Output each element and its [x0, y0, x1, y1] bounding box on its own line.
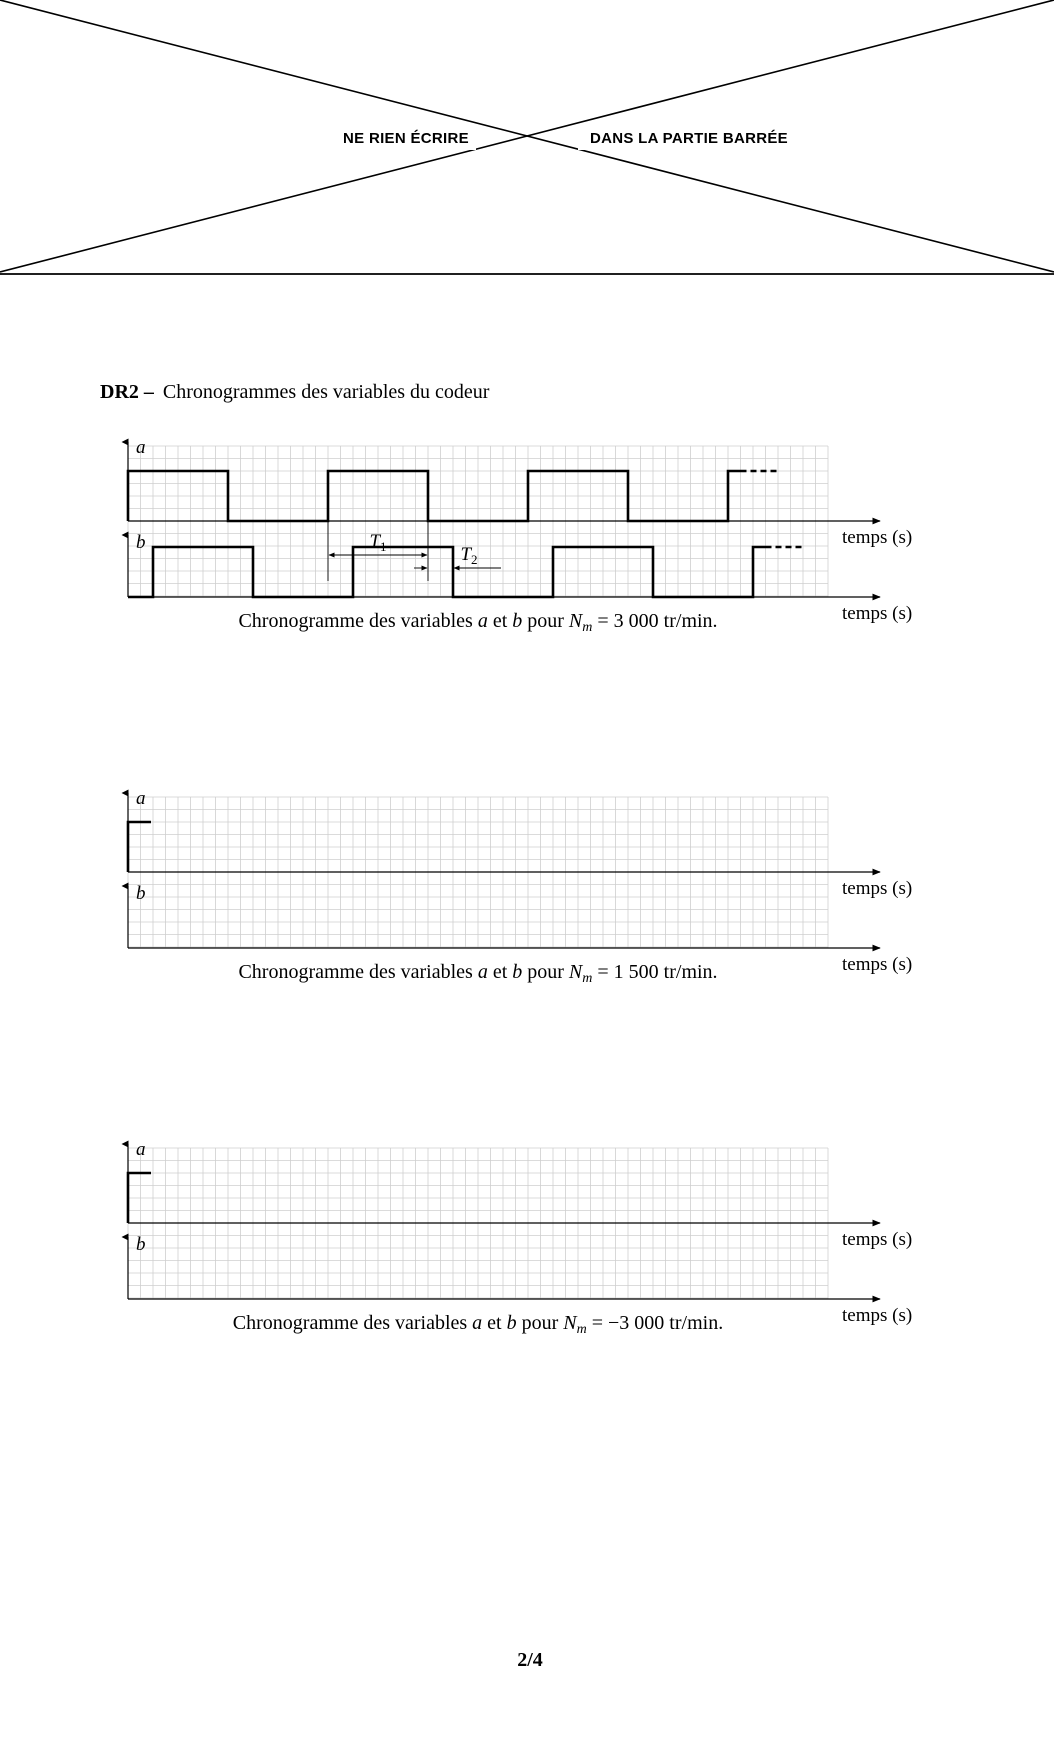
- t1-letter: T: [369, 531, 381, 552]
- band-text-left: NE RIEN ÉCRIRE: [343, 130, 469, 147]
- caption-part: pour: [522, 610, 569, 632]
- caption-part: a: [477, 610, 488, 632]
- axis-label-b: b: [136, 883, 146, 904]
- caption-part: Chronogramme des variables: [238, 961, 478, 983]
- heading-code: DR2 –: [100, 381, 154, 403]
- t2-subscript: 2: [471, 552, 478, 567]
- caption-part: et: [482, 1312, 507, 1334]
- caption-part: −3 000 tr/min.: [608, 1312, 724, 1334]
- t2-letter: T: [460, 544, 472, 565]
- time-axis-label: temps (s): [842, 954, 913, 975]
- caption-part: =: [592, 610, 614, 632]
- t1-label: [369, 531, 386, 554]
- chronogram-panel-2: [128, 788, 912, 986]
- caption-part: 1 500 tr/min.: [613, 961, 718, 983]
- caption-part: pour: [516, 1312, 564, 1334]
- axis-label-b: b: [136, 532, 146, 553]
- caption-part: N: [568, 961, 583, 983]
- chronogram-charts: [128, 437, 912, 1337]
- caption-part: =: [586, 1312, 609, 1334]
- chronogram-panel-3: [128, 1139, 912, 1337]
- caption-part: 3 000 tr/min.: [613, 610, 718, 632]
- t1-subscript: 1: [380, 539, 387, 554]
- caption-part: pour: [522, 961, 569, 983]
- caption-part: m: [576, 1322, 587, 1337]
- caption-part: b: [512, 961, 523, 983]
- caption-part: Chronogramme des variables: [238, 610, 478, 632]
- chronogram-caption: [238, 610, 717, 635]
- axis-label-a: a: [136, 437, 146, 458]
- time-axis-label: temps (s): [842, 1305, 913, 1326]
- caption-part: N: [563, 1312, 577, 1334]
- caption-part: Chronogramme des variables: [232, 1312, 473, 1334]
- waveform-b: [128, 547, 766, 597]
- caption-part: a: [477, 961, 488, 983]
- axis-label-a: a: [136, 788, 146, 809]
- caption-part: N: [568, 610, 583, 632]
- caption-part: =: [592, 961, 614, 983]
- caption-part: b: [506, 1312, 517, 1334]
- chronogram-caption: [233, 1312, 723, 1337]
- caption-part: a: [472, 1312, 483, 1334]
- caption-part: et: [487, 610, 513, 632]
- axis-label-a: a: [136, 1139, 146, 1160]
- caption-part: et: [487, 961, 513, 983]
- chronogram-panel-1: [128, 437, 912, 635]
- time-axis-label: temps (s): [842, 1229, 913, 1250]
- axis-label-b: b: [136, 1234, 146, 1255]
- chronogram-caption: [238, 961, 717, 986]
- time-axis-label: temps (s): [842, 527, 913, 548]
- heading-title: Chronogrammes des variables du codeur: [162, 381, 490, 403]
- band-text-right: DANS LA PARTIE BARRÉE: [590, 130, 788, 147]
- time-axis-label: temps (s): [842, 878, 913, 899]
- caption-part: m: [582, 971, 593, 986]
- page-number: 2/4: [517, 1649, 543, 1671]
- caption-part: m: [582, 620, 593, 635]
- caption-part: b: [512, 610, 523, 632]
- t2-label: [460, 544, 477, 567]
- time-axis-label: temps (s): [842, 603, 913, 624]
- section-heading: [100, 381, 490, 403]
- no-write-band: [0, 0, 1054, 274]
